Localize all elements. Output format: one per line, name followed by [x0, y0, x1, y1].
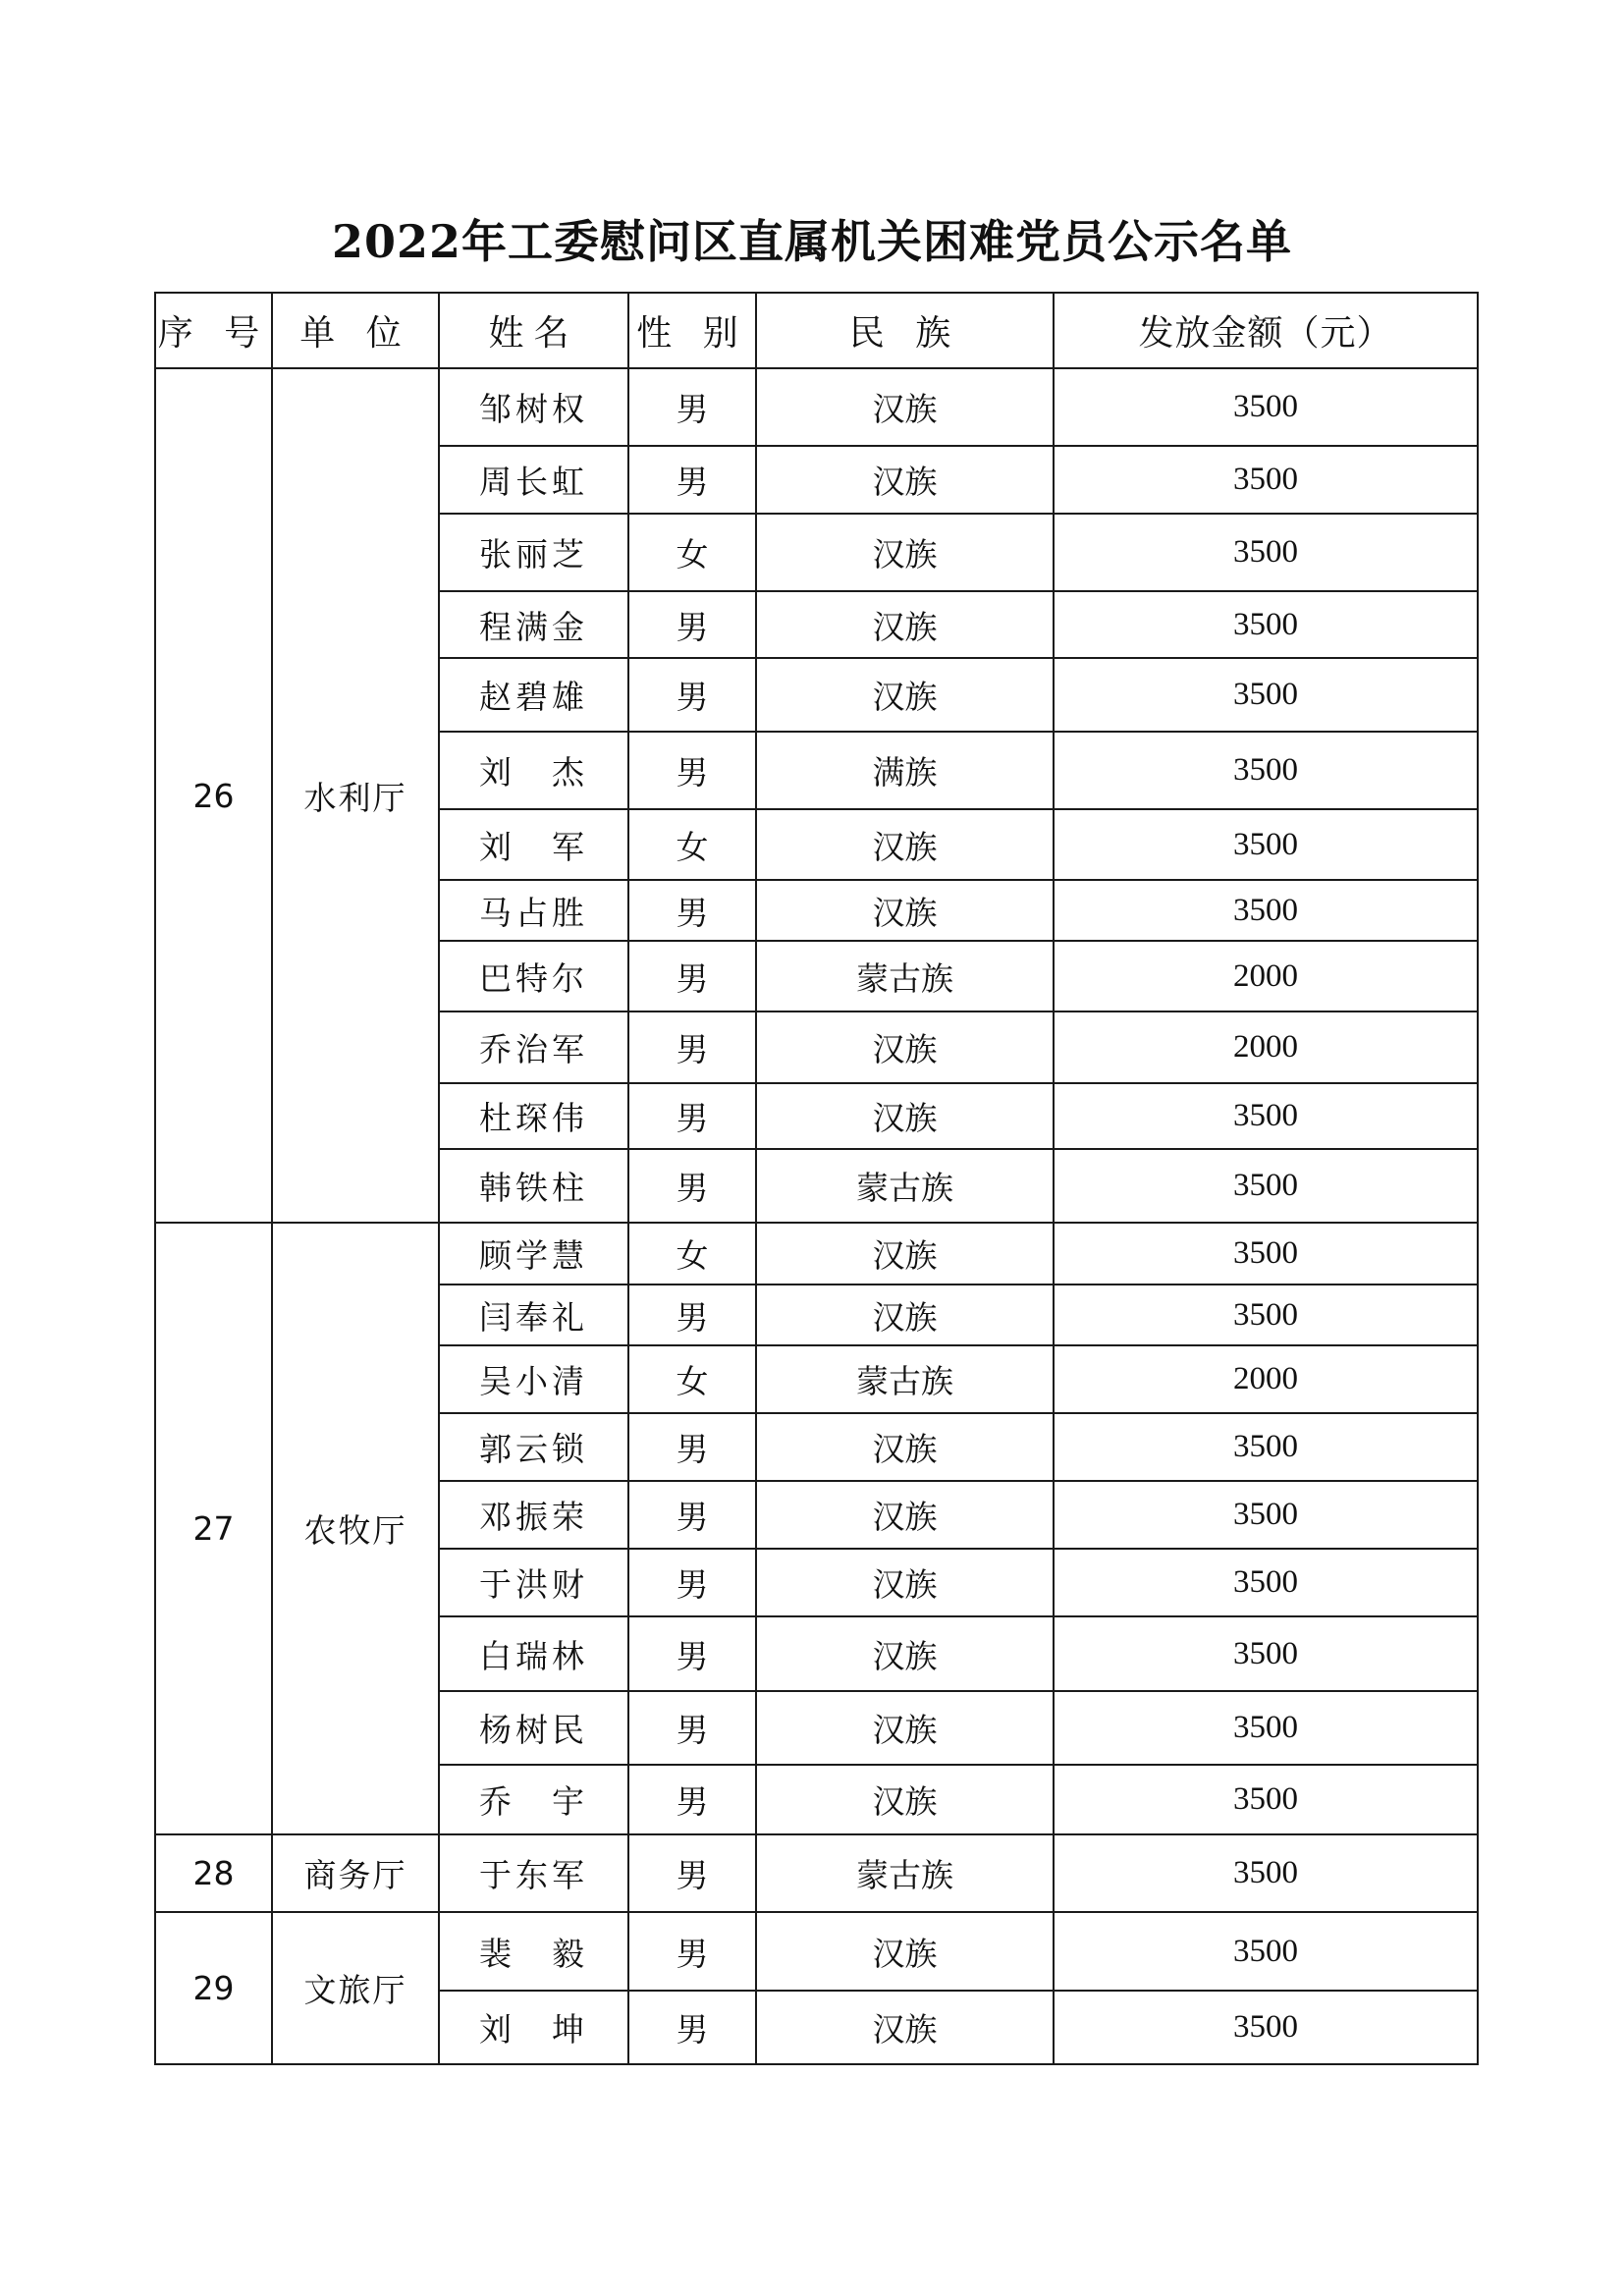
gender-cell: 男 [628, 1991, 756, 2064]
ethnicity-cell: 汉族 [756, 1991, 1054, 2064]
table-row [155, 1834, 1478, 1912]
unit-cell: 文旅厅 [272, 1912, 439, 2064]
amount-cell: 3500 [1054, 1691, 1478, 1765]
name-cell: 闫奉礼 [439, 1285, 628, 1345]
name-cell: 于东军 [439, 1834, 628, 1912]
header-seq: 序 号 [155, 293, 272, 368]
name-cell: 吴小清 [439, 1345, 628, 1413]
ethnicity-cell: 汉族 [756, 1691, 1054, 1765]
unit-cell: 农牧厅 [272, 1223, 439, 1834]
name-cell: 乔治军 [439, 1011, 628, 1083]
ethnicity-cell: 汉族 [756, 591, 1054, 658]
gender-cell: 男 [628, 1083, 756, 1149]
ethnicity-cell: 蒙古族 [756, 941, 1054, 1011]
amount-cell: 3500 [1054, 1765, 1478, 1834]
gender-cell: 男 [628, 368, 756, 446]
unit-cell: 水利厅 [272, 368, 439, 1223]
ethnicity-cell: 汉族 [756, 1616, 1054, 1691]
gender-cell: 男 [628, 1011, 756, 1083]
seq-cell: 29 [155, 1912, 272, 2064]
name-cell: 张丽芝 [439, 514, 628, 591]
ethnicity-cell: 蒙古族 [756, 1345, 1054, 1413]
unit-cell: 商务厅 [272, 1834, 439, 1912]
gender-cell: 男 [628, 1912, 756, 1991]
gender-cell: 女 [628, 1223, 756, 1285]
gender-cell: 男 [628, 732, 756, 809]
roster-table [154, 292, 1479, 2065]
gender-cell: 男 [628, 880, 756, 941]
gender-cell: 男 [628, 1285, 756, 1345]
ethnicity-cell: 汉族 [756, 1223, 1054, 1285]
amount-cell: 3500 [1054, 658, 1478, 732]
name-cell: 刘 军 [439, 809, 628, 880]
gender-cell: 男 [628, 1765, 756, 1834]
name-cell: 郭云锁 [439, 1413, 628, 1481]
name-cell: 程满金 [439, 591, 628, 658]
name-cell: 邹树权 [439, 368, 628, 446]
amount-cell: 2000 [1054, 1011, 1478, 1083]
gender-cell: 男 [628, 1149, 756, 1223]
name-cell: 周长虹 [439, 446, 628, 514]
gender-cell: 女 [628, 1345, 756, 1413]
name-cell: 杨树民 [439, 1691, 628, 1765]
seq-cell: 26 [155, 368, 272, 1223]
name-cell: 裴 毅 [439, 1912, 628, 1991]
name-cell: 乔 宇 [439, 1765, 628, 1834]
gender-cell: 男 [628, 1549, 756, 1616]
gender-cell: 男 [628, 1691, 756, 1765]
name-cell: 于洪财 [439, 1549, 628, 1616]
gender-cell: 男 [628, 1481, 756, 1549]
ethnicity-cell: 汉族 [756, 1413, 1054, 1481]
gender-cell: 男 [628, 446, 756, 514]
ethnicity-cell: 汉族 [756, 368, 1054, 446]
ethnicity-cell: 汉族 [756, 514, 1054, 591]
name-cell: 白瑞林 [439, 1616, 628, 1691]
ethnicity-cell: 汉族 [756, 1083, 1054, 1149]
name-cell: 刘 坤 [439, 1991, 628, 2064]
ethnicity-cell: 汉族 [756, 1912, 1054, 1991]
gender-cell: 男 [628, 591, 756, 658]
roster-body [155, 368, 1478, 2064]
name-cell: 顾学慧 [439, 1223, 628, 1285]
table-row [155, 1223, 1478, 1285]
page-title: 2022年工委慰问区直属机关困难党员公示名单 [331, 215, 1293, 268]
ethnicity-cell: 汉族 [756, 880, 1054, 941]
header-amount: 发放金额（元） [1054, 293, 1478, 368]
ethnicity-cell: 汉族 [756, 446, 1054, 514]
name-cell: 赵碧雄 [439, 658, 628, 732]
header-name: 姓名 [439, 293, 628, 368]
amount-cell: 3500 [1054, 1991, 1478, 2064]
gender-cell: 男 [628, 941, 756, 1011]
table-row [155, 1912, 1478, 1991]
gender-cell: 女 [628, 514, 756, 591]
name-cell: 邓振荣 [439, 1481, 628, 1549]
amount-cell: 3500 [1054, 1413, 1478, 1481]
name-cell: 刘 杰 [439, 732, 628, 809]
amount-cell: 2000 [1054, 1345, 1478, 1413]
amount-cell: 3500 [1054, 368, 1478, 446]
name-cell: 马占胜 [439, 880, 628, 941]
amount-cell: 3500 [1054, 1912, 1478, 1991]
amount-cell: 3500 [1054, 514, 1478, 591]
header-gender: 性 别 [628, 293, 756, 368]
header-ethnicity: 民 族 [756, 293, 1054, 368]
seq-cell: 28 [155, 1834, 272, 1912]
amount-cell: 3500 [1054, 1481, 1478, 1549]
name-cell: 韩铁柱 [439, 1149, 628, 1223]
table-row [155, 368, 1478, 446]
name-cell: 巴特尔 [439, 941, 628, 1011]
amount-cell: 3500 [1054, 880, 1478, 941]
ethnicity-cell: 汉族 [756, 658, 1054, 732]
name-cell: 杜琛伟 [439, 1083, 628, 1149]
gender-cell: 男 [628, 658, 756, 732]
ethnicity-cell: 汉族 [756, 1481, 1054, 1549]
amount-cell: 3500 [1054, 1223, 1478, 1285]
ethnicity-cell: 满族 [756, 732, 1054, 809]
amount-cell: 3500 [1054, 1285, 1478, 1345]
amount-cell: 3500 [1054, 1149, 1478, 1223]
amount-cell: 3500 [1054, 732, 1478, 809]
amount-cell: 3500 [1054, 1834, 1478, 1912]
ethnicity-cell: 蒙古族 [756, 1149, 1054, 1223]
gender-cell: 男 [628, 1616, 756, 1691]
header-unit: 单 位 [272, 293, 439, 368]
amount-cell: 2000 [1054, 941, 1478, 1011]
amount-cell: 3500 [1054, 809, 1478, 880]
amount-cell: 3500 [1054, 446, 1478, 514]
gender-cell: 男 [628, 1413, 756, 1481]
ethnicity-cell: 蒙古族 [756, 1834, 1054, 1912]
ethnicity-cell: 汉族 [756, 1285, 1054, 1345]
amount-cell: 3500 [1054, 1083, 1478, 1149]
ethnicity-cell: 汉族 [756, 1011, 1054, 1083]
ethnicity-cell: 汉族 [756, 1549, 1054, 1616]
amount-cell: 3500 [1054, 1616, 1478, 1691]
amount-cell: 3500 [1054, 591, 1478, 658]
seq-cell: 27 [155, 1223, 272, 1834]
ethnicity-cell: 汉族 [756, 809, 1054, 880]
gender-cell: 男 [628, 1834, 756, 1912]
amount-cell: 3500 [1054, 1549, 1478, 1616]
gender-cell: 女 [628, 809, 756, 880]
header-row [155, 293, 1478, 368]
ethnicity-cell: 汉族 [756, 1765, 1054, 1834]
